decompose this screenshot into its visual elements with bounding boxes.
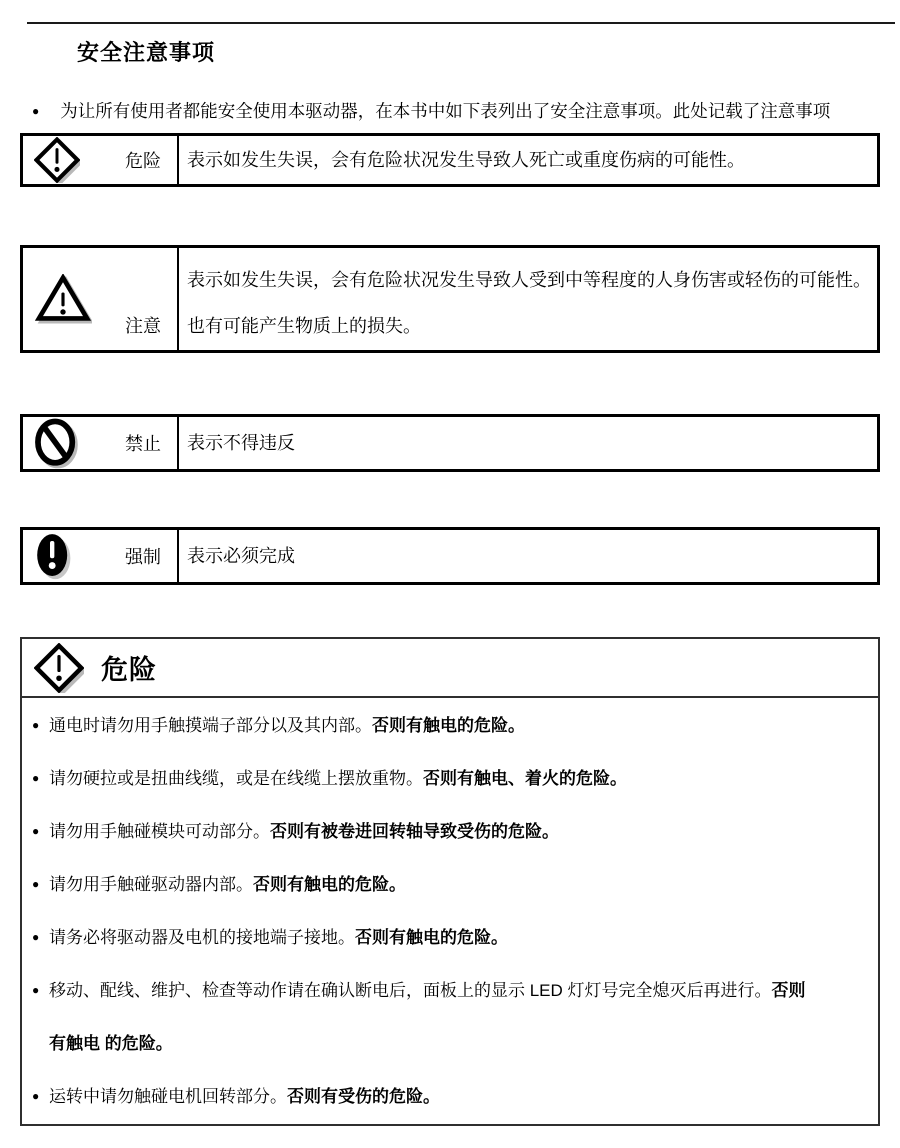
danger-item-consequence: 否则有触电的危险。 xyxy=(355,928,508,947)
danger-list-item xyxy=(32,699,821,752)
danger-item-text: 通电时请勿用手触摸端子部分以及其内部。 xyxy=(49,716,372,735)
legend-description: 表示不得违反 xyxy=(187,433,295,453)
bullet-icon: ● xyxy=(32,718,40,732)
danger-list-item xyxy=(32,805,821,858)
legend-description: 表示必须完成 xyxy=(187,546,295,566)
danger-item-list xyxy=(22,698,878,1123)
danger-section-header xyxy=(22,639,878,698)
bullet-icon: ● xyxy=(32,771,40,785)
prohibition-icon xyxy=(34,417,78,469)
legend-description: 也有可能产生物质上的损失。 xyxy=(187,316,421,336)
danger-diamond-icon xyxy=(34,137,80,183)
legend-row-caution xyxy=(20,245,880,353)
legend-cell-symbol xyxy=(23,136,179,184)
bullet-icon: ● xyxy=(32,930,40,944)
caution-triangle-icon xyxy=(34,274,92,324)
danger-diamond-icon xyxy=(34,643,84,693)
danger-item-text: 请勿用手触碰驱动器内部。 xyxy=(49,875,253,894)
danger-item-consequence: 否则有被卷进回转轴导致受伤的危险。 xyxy=(270,822,559,841)
legend-row-mandatory xyxy=(20,527,880,585)
danger-item-text: 运转中请勿触碰电机回转部分。 xyxy=(49,1087,287,1106)
intro-text: 为让所有使用者都能安全使用本驱动器，在本书中如下表列出了安全注意事项。此处记载了注意事项 xyxy=(60,101,831,121)
danger-item-text: 移动、配线、维护、检查等动作请在确认断电后，面板上的显示 LED 灯灯号完全熄灭后再进行。 xyxy=(49,981,772,1000)
danger-list-item xyxy=(32,911,821,964)
danger-item-text: 请勿用手触碰模块可动部分。 xyxy=(49,822,270,841)
danger-item-consequence: 否则有触电 的危险。 xyxy=(49,981,806,1053)
danger-item-consequence: 否则有触电的危险。 xyxy=(253,875,406,894)
legend-cell-description xyxy=(179,136,877,184)
intro-list-item xyxy=(32,98,892,123)
danger-list-item xyxy=(32,752,821,805)
danger-item-text: 请勿硬拉或是扭曲线缆，或是在线缆上摆放重物。 xyxy=(49,769,423,788)
bullet-icon: ● xyxy=(32,1089,40,1103)
bullet-icon: ● xyxy=(32,983,40,997)
legend-cell-symbol xyxy=(23,417,179,469)
legend-cell-description xyxy=(179,248,877,350)
bullet-icon: ● xyxy=(32,104,40,118)
bullet-icon: ● xyxy=(32,824,40,838)
legend-cell-description xyxy=(179,417,877,469)
mandatory-icon xyxy=(34,531,74,581)
legend-cell-symbol xyxy=(23,530,179,582)
bullet-icon: ● xyxy=(32,877,40,891)
danger-item-consequence: 否则有触电的危险。 xyxy=(372,716,525,735)
legend-row-prohibition xyxy=(20,414,880,472)
danger-item-consequence: 否则有受伤的危险。 xyxy=(287,1087,440,1106)
danger-section-title: 危险 xyxy=(101,655,157,685)
legend-label: 禁止 xyxy=(125,434,161,454)
page-title: 安全注意事项 xyxy=(77,40,216,65)
danger-section xyxy=(20,637,880,1126)
danger-diamond-icon xyxy=(34,643,84,693)
danger-item-consequence: 否则有触电、着火的危险。 xyxy=(423,769,627,788)
caution-triangle-icon xyxy=(34,274,92,324)
danger-list-item xyxy=(32,1070,821,1123)
legend-cell-symbol xyxy=(23,248,179,350)
legend-description: 表示如发生失误，会有危险状况发生导致人受到中等程度的人身伤害或轻伤的可能性。 xyxy=(187,270,871,290)
danger-list-item xyxy=(32,964,821,1070)
legend-description: 表示如发生失误，会有危险状况发生导致人死亡或重度伤病的可能性。 xyxy=(187,150,745,170)
prohibition-icon xyxy=(34,417,78,469)
top-rule xyxy=(27,22,895,24)
legend-cell-description xyxy=(179,530,877,582)
legend-label: 危险 xyxy=(125,151,161,171)
legend-row-danger xyxy=(20,133,880,187)
legend-label: 注意 xyxy=(125,316,161,336)
danger-item-text: 请务必将驱动器及电机的接地端子接地。 xyxy=(49,928,355,947)
mandatory-icon xyxy=(34,531,74,581)
danger-list-item xyxy=(32,858,821,911)
danger-diamond-icon xyxy=(34,137,80,183)
legend-label: 强制 xyxy=(125,547,161,567)
